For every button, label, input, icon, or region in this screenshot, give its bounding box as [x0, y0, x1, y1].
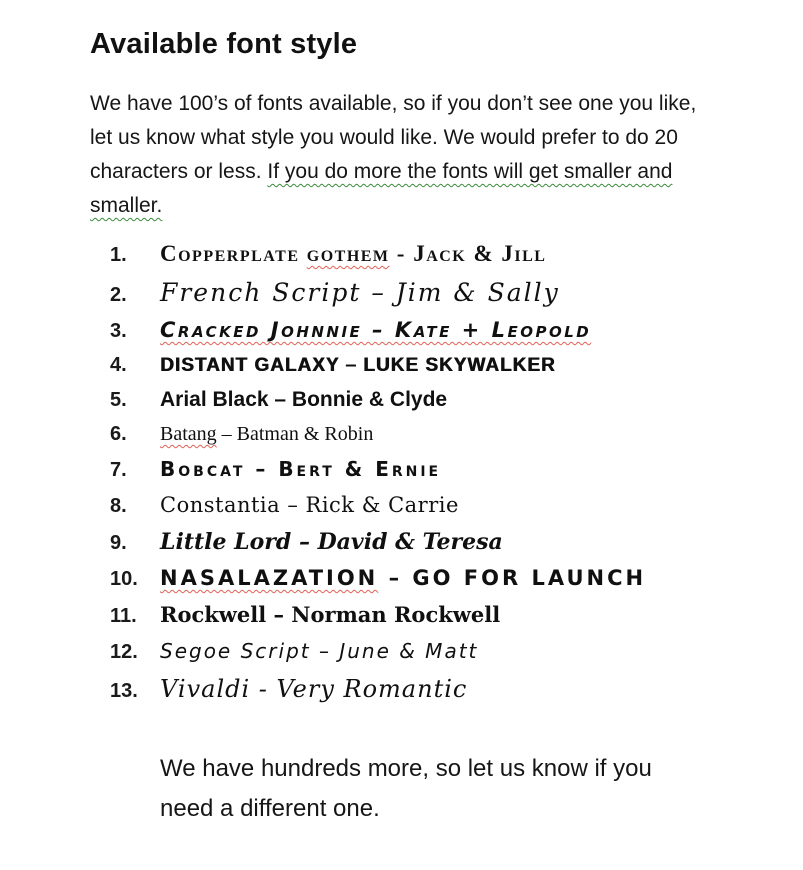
- font-list-item-7: [110, 457, 743, 482]
- font-sample-segoe-script: Segoe Script – June & Matt: [160, 639, 479, 663]
- font-sample-french-script: French Script – Jim & Sally: [160, 278, 560, 307]
- font-sample-little-lord: Little Lord – David & Teresa: [160, 529, 503, 555]
- font-sample-rockwell: Rockwell – Norman Rockwell: [160, 602, 501, 627]
- font-list-item-10: [110, 566, 743, 591]
- spellcheck-flagged-text: Cracked Johnnie – Kate + Leopold: [160, 318, 592, 342]
- font-list-item-8: [110, 493, 743, 518]
- list-number: 10.: [110, 568, 138, 590]
- text-run: – GO FOR LAUNCH: [378, 566, 647, 590]
- intro-text-run: We have 100’s of fonts available, so if you don’t see one you like, let us know what style you would like. We would prefer to do 20 characters or less.: [90, 92, 697, 183]
- list-number: 2.: [110, 284, 127, 306]
- font-sample-bobcat: Bobcat – Bert & Ernie: [160, 457, 442, 481]
- font-list-item-4: [110, 354, 743, 377]
- text-run: Copperplate: [160, 241, 307, 266]
- list-number: 3.: [110, 320, 127, 342]
- font-list-item-6: [110, 423, 743, 446]
- closing-paragraph: We have hundreds more, so let us know if you need a different one.: [160, 755, 652, 822]
- font-sample-vivaldi: Vivaldi - Very Romantic: [160, 675, 468, 703]
- font-list-item-3: [110, 318, 743, 343]
- list-number: 13.: [110, 680, 138, 702]
- font-sample-batang: [160, 423, 373, 446]
- list-number: 7.: [110, 459, 127, 481]
- spellcheck-flagged-text: NASALAZATION: [160, 566, 379, 590]
- page-title: Available font style: [90, 28, 358, 60]
- list-number: 4.: [110, 354, 127, 376]
- font-list-item-5: [110, 388, 743, 412]
- list-number: 12.: [110, 641, 138, 663]
- intro-paragraph: [90, 87, 702, 223]
- list-number: 9.: [110, 532, 127, 554]
- font-list-item-12: [110, 639, 743, 664]
- font-list-item-11: [110, 602, 743, 628]
- font-list: [110, 241, 743, 703]
- font-sample-distant-galaxy: DISTANT GALAXY – LUKE SKYWALKER: [160, 355, 556, 376]
- list-number: 1.: [110, 244, 127, 266]
- text-run: – Batman & Robin: [216, 423, 374, 445]
- font-sample-constantia: Constantia – Rick & Carrie: [160, 493, 459, 517]
- spellcheck-flagged-text: gothem: [306, 241, 390, 266]
- list-number: 11.: [110, 605, 137, 627]
- font-sample-arial-black: Arial Black – Bonnie & Clyde: [160, 388, 448, 411]
- font-list-item-2: [110, 278, 743, 307]
- text-run: - Jack & Jill: [389, 241, 547, 266]
- list-number: 6.: [110, 423, 127, 445]
- spellcheck-flagged-text: Batang: [160, 423, 217, 445]
- font-list-item-13: [110, 675, 743, 703]
- list-number: 5.: [110, 389, 127, 411]
- font-list-item-9: [110, 529, 743, 555]
- grammar-flagged-text: If you do more the fonts will get smaller and smaller.: [90, 160, 673, 217]
- list-number: 8.: [110, 495, 127, 517]
- font-sample-nasalazation: [160, 566, 646, 590]
- font-sample-cracked-johnnie: [160, 318, 591, 342]
- font-list-item-1: [110, 241, 743, 267]
- font-sample-copperplate: [160, 241, 546, 267]
